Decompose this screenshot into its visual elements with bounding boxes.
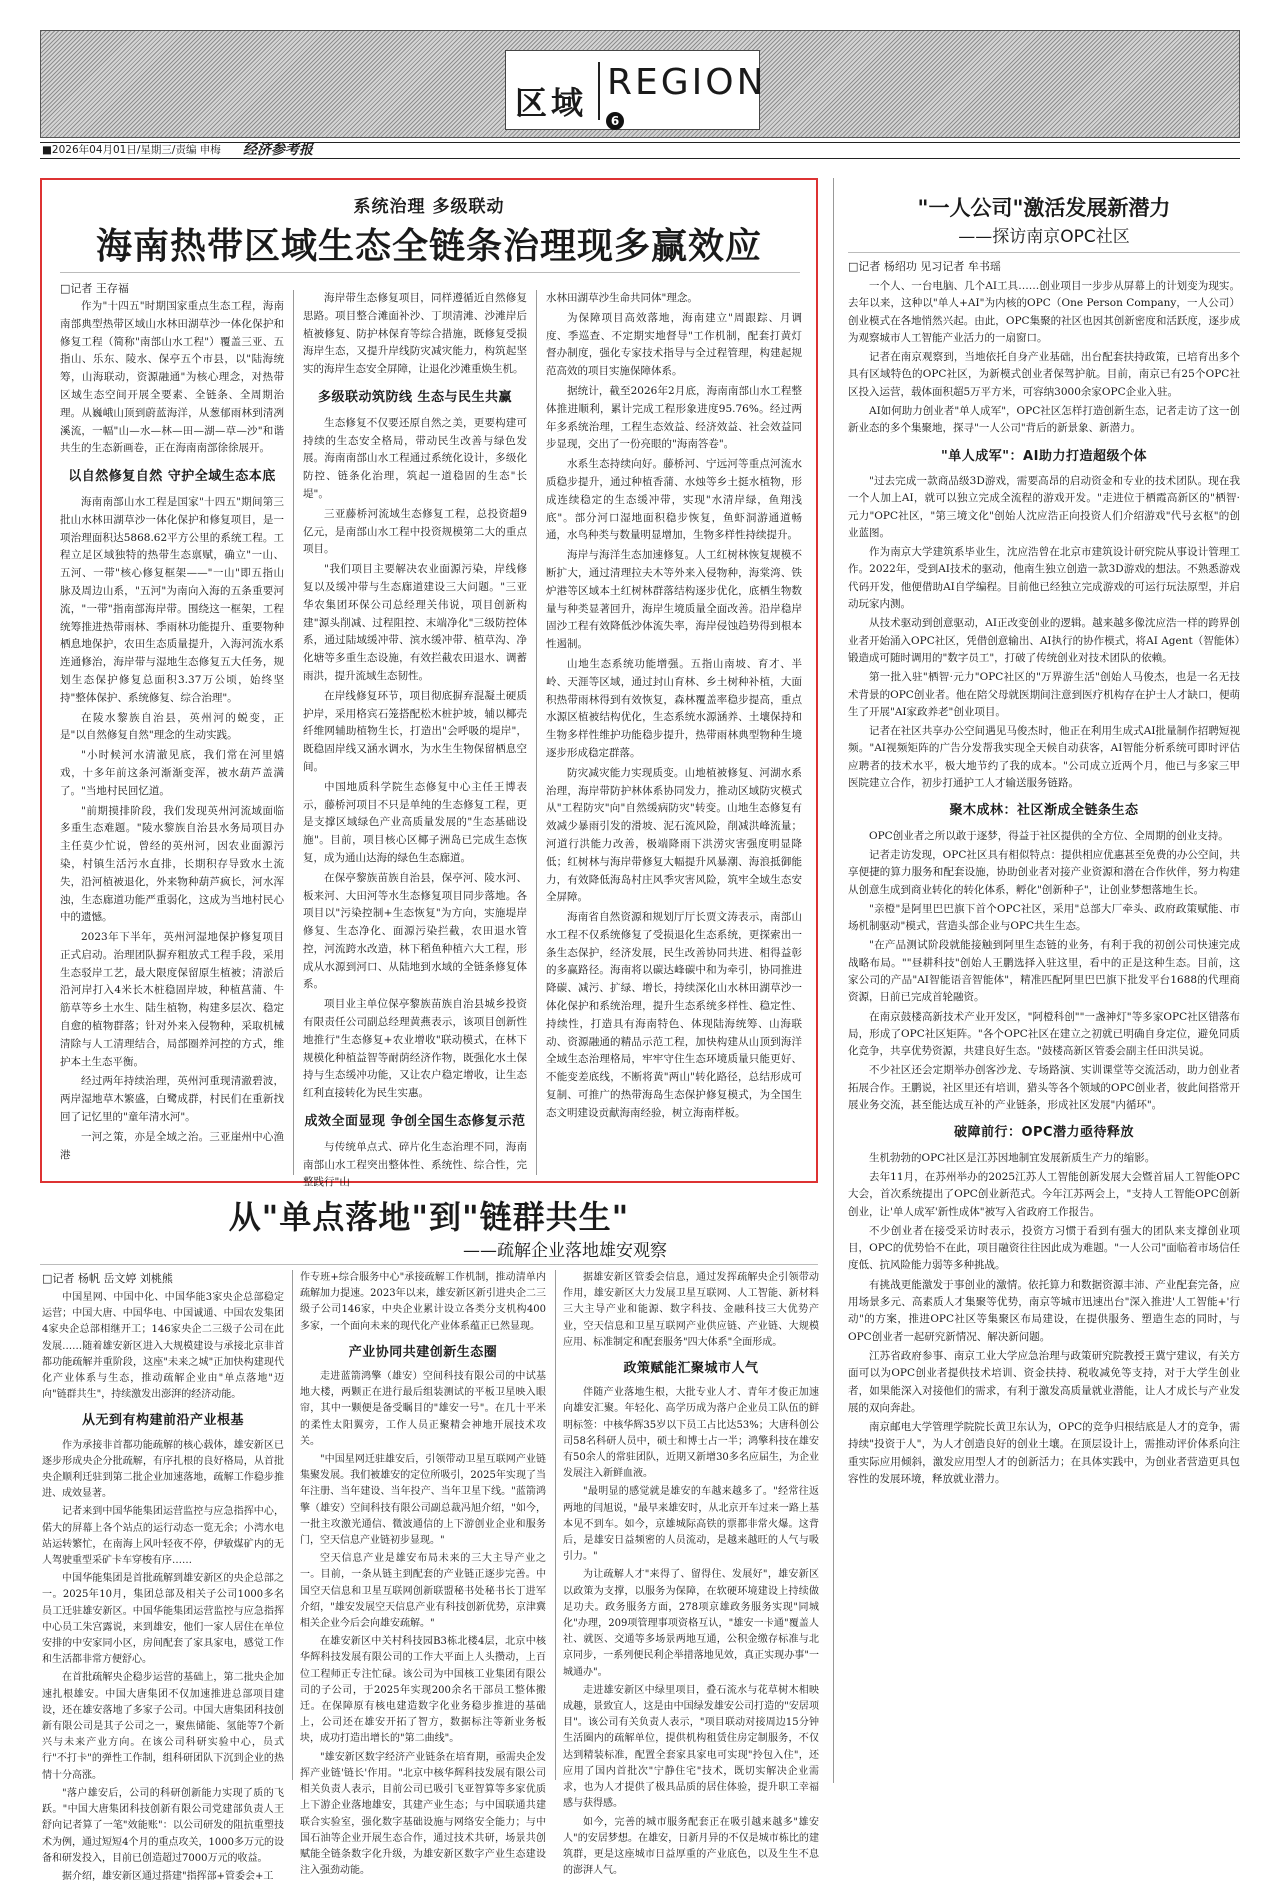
paragraph: 与传统单点式、碎片化生态治理不同，海南南部山水工程突出整体性、系统性、综合性，完整践行"山 [303, 1140, 527, 1189]
paragraph: 江苏省政府参事、南京工业大学应急治理与政策研究院教授王冀宁建议，有关方面可以为OPC创业者提供技术培训、资金扶持、税收减免等支持，对于大学生创业者，如果能深入对接他们的需求，有利于激发高质量就业潜能，让人才成长与产业发展的双向奔赴。 [848, 1349, 1240, 1414]
paragraph: "中国星网迁驻雄安后，引领带动卫星互联网产业链集聚发展。我们被雄安的定位所吸引，2025年实现了当年注册、当年建设、当年投产、当年卫星下线。"蓝箭鸿擎（雄安）空间科技有限公司副总裁冯旭介绍，"如今，一批主攻激光通信、微波通信的上下游创业企业和服务门，空天信息产业链初步显现。" [300, 1454, 546, 1547]
paragraph: 水系生态持续向好。藤桥河、宁远河等重点河流水质稳步提升，通过种植香蒲、水烛等乡土挺水植物，形成连续稳定的生态缓冲带，实现"水清岸绿，鱼翔浅底"。部分河口湿地面积稳步恢复，鱼虾洞游通道畅通，水鸟种类与数量明显增加，生物多样性持续提升。 [546, 458, 802, 542]
bottom-subheadline: ——疏解企业落地雄安观察 [463, 1241, 667, 1261]
paragraph: 有挑战更能激发于事创业的激情。依托算力和数据资源丰沛、产业配套完备，应用场景多元、高素质人才集聚等优势，南京等城市迅速出台"深入推进'人工智能+'行动"的方案，推进OPC社区等集聚区布局建设，在提供服务、塑造生态的同时，与OPC创业者一起研究新情况、解决新问题。 [848, 1278, 1240, 1343]
paragraph: 2023年下半年，英州河湿地保护修复项目正式启动。治理团队摒弃粗放式工程手段，采用生态驳岸工艺，最大限度保留原生植被；清淤后沿河岸打入4米长木桩稳固岸坡，种植菖蒲、牛筋草等乡土水生、陆生植物，构建多层次、稳定自愈的植物群落；针对外来入侵物种，采取机械清除与人工清理结合，局部圈养河控的方式，维护本土生态平衡。 [60, 931, 284, 1068]
paragraph: 据雄安新区管委会信息，通过发挥疏解央企引领带动作用，雄安新区大力发展卫星互联网、人工智能、新材料三大主导产业和能源、数字科技、金融科技三大优势产业，空天信息和卫星互联网产业供应链、产业链、大规模应用、标准制定和配套服务"四大体系"全面形成。 [563, 1272, 819, 1348]
column-divider [292, 1270, 293, 1780]
paragraph: 在南京鼓楼高新技术产业开发区，"阿橙科创""一盏神灯"等多家OPC社区错落布局，形成了OPC社区矩阵。"各个OPC社区在建立之初就已明确自身定位，避免同质化竞争，共享优势资源，共建良好生态。"鼓楼高新区管委会副主任田洪吴说。 [848, 1010, 1240, 1058]
section-divider [598, 62, 600, 120]
page-number: 6 [606, 112, 624, 130]
sidebar-column [848, 278, 1240, 1783]
paragraph: 在首批疏解央企稳步运营的基础上，第二批央企加速扎根雄安。中国大唐集团不仅加速推进总部项目建设，还在雄安落地了多家子公司。中国大唐集团科技创新有限公司是其子公司之一，聚焦储能、氢能等7个新兴与未来产业方向。在该公司科研实验中心，员式行"不打卡"的弹性工作制，组科研团队下沉到企业的热情十分高涨。 [42, 1672, 284, 1781]
paragraph: 水林田湖草沙生命共同体"理念。 [546, 292, 698, 304]
paragraph: "小时候河水清澈见底，我们常在河里嬉戏，十多年前这条河渐渐变浑，被水葫芦盖满了。"当地村民回忆道。 [60, 749, 284, 797]
paragraph: 中国华能集团是首批疏解到雄安新区的央企总部之一。2025年10月，集团总部及相关子公司1000多名员工迁驻雄安新区。中国华能集团运营监控与应急指挥中心员工朱宫露说，来到雄安，他们一家人居住在单位安排的中安家同小区，房间配套了家具家电，感觉工作和生活都非常方便舒心。 [42, 1573, 284, 1666]
bottom-column-3 [563, 1270, 819, 1877]
bottom-byline: □记者 杨帆 岳文婷 刘桃熊 [42, 1272, 173, 1285]
paragraph: 在陵水黎族自治县，英州河的蜕变，正是"以自然修复自然"理念的生动实践。 [60, 711, 284, 742]
paragraph: 第一批入驻"栖智·元力"OPC社区的"万界游生活"创始人马俊杰，也是一名无技术背景的OPC创业者。他在陪父母就医期间注意到医疗机构存在护士人才缺口，便萌生了开展"AI家政养老"创业项目。 [848, 671, 1240, 718]
article-column-3 [546, 290, 802, 1178]
paragraph: 项目业主单位保亭黎族苗族自治县城乡投资有限责任公司副总经理黄燕表示，该项目创新性地推行"生态修复+农业增收"联动模式，在林下规模化种植益智等耐荫经济作物，既强化水土保持与生态缓冲功能，又让农户稳定增收，让生态红利直接转化为民生实惠。 [303, 998, 527, 1100]
column-divider [536, 290, 537, 1175]
section-title-cn: 区域 [515, 84, 588, 122]
article-column-2 [303, 290, 527, 1189]
section-heading: 以自然修复自然 守护全域生态本底 [68, 469, 276, 485]
section-heading: "单人成军"：AI助力打造超级个体 [941, 448, 1147, 464]
sidebar-headline: "一人公司"激活发展新潜力 [917, 196, 1171, 220]
paragraph: 中国星网、中国中化、中国华能3家央企总部稳定运营；中国大唐、中国华电、中国诚通、中国农发集团4家央企总部相继开工；146家央企二三级子公司在此发展……随着雄安新区进入大规模建设与承接北京非首都功能疏解并重阶段，这座"未来之城"正加快构建现代化产业体系与生态，推动疏解企业由"单点落地"迈向"链群共生"，持续激发出澎湃的经济动能。 [42, 1292, 284, 1401]
paragraph: 在雄安新区中关村科技园B3栋北楼4层，北京中核华辉科技发展有限公司的工作大平面上人头攒动，上百位工程师正专注忙碌。该公司为中国核工业集团有限公司的子公司，于2025年实现200余名干部员工整体搬迁。在保障原有核电建造数字化业务稳步推进的基础上，公司还在雄安开拓了智方，数据标注等新业务板块，成功打造出增长的"第二曲线"。 [300, 1636, 546, 1745]
paragraph: "亲橙"是阿里巴巴旗下首个OPC社区，采用"总部大厂牵头、政府政策赋能、市场机制驱动"模式，营造头部企业与OPC共生生态。 [848, 902, 1240, 933]
bottom-headline: 从"单点落地"到"链群共生" [228, 1198, 630, 1236]
headline-rule [60, 272, 800, 273]
bottom-column-1 [42, 1290, 284, 1882]
paragraph: 作为承接非首都功能疏解的核心载体，雄安新区已逐步形成央企分批疏解，有序扎根的良好格局，从首批央企顺利迁驻到第二批企业加速落地，疏解工作稳步推进、成效显著。 [42, 1439, 284, 1500]
paragraph: 走进雄安新区中绿里项目，叠石流水与花草树木相映成趣，景致宜人，这是由中国绿发雄安公司打造的"安居项目"。该公司有关负责人表示，"项目联动对接周边15分钟生活圈内的疏解单位，提供机构租赁住房定制服务，不仅达到精装标准，配置全套家具家电可实现"拎包入住"，还应用了国内首批次"宁静住宅"技术，既切实解决企业需求，也为人才提供了极具品质的居住体验，提升职工幸福感与获得感。 [563, 1684, 819, 1810]
paragraph: 南京邮电大学管理学院院长黄卫东认为，OPC的竞争归根结底是人才的竞争，需持续"投资于人"，为人才创造良好的创业土壤。在顶层设计上，需推动评价体系向注重实际应用倾斜，激发应用型人才的创新活力；在具体实践中，为创业者营造更具包容性的发展环境，释放就业潜力。 [848, 1421, 1240, 1485]
paragraph: 一河之策，亦是全域之治。三亚崖州中心渔港 [60, 1130, 284, 1161]
section-heading: 政策赋能汇聚城市人气 [623, 1361, 759, 1377]
paragraph: 为让疏解人才"来得了、留得住、发展好"，雄安新区以政策为支撑，以服务为保障，在软硬环境建设上持续做足功夫。政务服务方面，278项京雄政务服务实现"同城化"办理，209项管理事项资格互认，"雄安一卡通"覆盖人社、就医、交通等多场景两地互通，公积金缴存标准与北京同步，一系列便民利企举措落地见效，真正实现办事"一城通办"。 [563, 1569, 819, 1678]
paragraph: OPC创业者之所以敢于逐梦，得益于社区提供的全方位、全周期的创业支持。 [869, 829, 1229, 842]
column-divider [833, 178, 834, 1783]
paragraph: "落户雄安后，公司的科研创新能力实现了质的飞跃。"中国大唐集团科技创新有限公司党建部负责人王舒向记者算了一笔"效能账"：以公司研发的阻抗重塑技术为例，通过短短4个月的重点攻关，1000多万元的设备和研发投入，目前已创造超过7000万元的收益。 [42, 1787, 284, 1864]
paragraph: "在产品测试阶段就能接触到阿里生态链的业务，有利于我的初创公司快速完成战略布局。""昼耕科技"创始人王鹏选择入驻这里，看中的正是这种生态。目前，这家公司的产品"AI智能语音智能体"，精准匹配阿里巴巴旗下批发平台1688的代理商资源，日前已完成首轮融资。 [848, 939, 1240, 1004]
paragraph: 在保亭黎族苗族自治县，保亭河、陵水河、板来河、大田河等水生态修复项目同步落地。各项目以"污染控制+生态恢复"为方向，实施堤岸修复、生态净化、面源污染拦截，农田退水管控，河流跨水改造，林下稻鱼种植六大工程，形成从水源到河口、从陆地到水域的全链条修复体系。 [303, 871, 527, 991]
paragraph: 海南省自然资源和规划厅厅长贾文涛表示，南部山水工程不仅系统修复了受损退化生态系统，更探索出一条生态保护，经济发展，民生改善协同共进、相得益彰的多赢路径。海南将以碳达峰碳中和为牵引，协同推进降碳、减污、扩绿、增长，持续深化山水林田湖草沙一体化保护和系统治理，提升生态系统多样性、稳定性、持续性，打造具有海南特色、体现陆海统筹、山海联动、资源融通的精品示范工程，加快构建从山顶到海洋全域生态治理格局，牢牢守住生态环境质量只能更好、不能变差底线，不断将黄"两山"转化路径，总结形成可复制、可推广的热带海岛生态保护修复模式，为全国生态文明建设贡献海南经验，树立海南样板。 [546, 911, 802, 1119]
paragraph: 记者走访发现，OPC社区具有相似特点：提供相应优惠甚至免费的办公空间，共享便捷的算力服务和配套设施，协助创业者对接产业资源和潜在合作伙伴，努力构建从创意生成到商业转化的转化体系，孵化"创新种子"，让创业梦想落地生长。 [848, 848, 1240, 896]
paragraph: 生态修复不仅要还原自然之美，更要构建可持续的生态安全格局，带动民生改善与绿色发展。海南南部山水工程通过系统化设计，多级化防控、链条化治理，筑起一道稳固的生态"长堤"。 [303, 416, 527, 500]
paragraph: AI如何助力创业者"单人成军"，OPC社区怎样打造创新生态，记者走访了这一创新业态的多个集聚地，探寻"一人公司"背后的新景象、新潜力。 [848, 405, 1240, 435]
paragraph: "最明显的感觉就是雄安的车越来越多了。"经常往返两地的闫旭说，"最早来雄安时，从北京开车过来一路上基本见不到车。如今，京雄城际高铁的票都非常火爆。这背后，是雄安日益频密的人员流动，是越来越旺的人气与吸引力。" [563, 1486, 819, 1563]
headline-rule [848, 252, 1240, 253]
sidebar-byline: □记者 杨绍功 见习记者 牟书瑶 [848, 260, 1001, 273]
paragraph: 据介绍，雄安新区通过搭建"指挥部+管委会+工 [62, 1870, 274, 1882]
section-heading: 聚木成林：社区渐成全链条生态 [949, 803, 1139, 819]
paragraph: 空天信息产业是雄安布局未来的三大主导产业之一。目前，一条从链主到配套的产业链正逐步完善。中国空天信息和卫星互联网创新联盟秘书处秘书长丁进军介绍，"雄安发展空天信息产业有科技创新优势，京津冀相关企业今后会向雄安疏解。" [300, 1553, 546, 1630]
paragraph: "雄安新区数字经济产业链条在培育期，亟需央企发挥产业链'链长'作用。"北京中核华辉科技发展有限公司相关负责人表示，目前公司已吸引飞亚智算等多家优质上下游企业落地雄安，其建产业生态；与中国联通共建联合实验室，强化数字基础设施与网络安全能力；与中国石油等企业开展生态合作，通过技术共研，场景共创赋能全链条数字化升级，为雄安新区数字产业生态建设注入强劲动能。 [300, 1751, 546, 1877]
paragraph: 据统计，截至2026年2月底，海南南部山水工程整体推进顺利，累计完成工程形象进度95.76%。经过两年多系统治理，工程生态效益、经济效益、社会效益同步显现，交出了一份亮眼的"海南答卷"。 [546, 384, 802, 451]
column-divider [555, 1270, 556, 1780]
article-headline: 海南热带区域生态全链条治理现多赢效应 [95, 226, 762, 267]
paper-logo: 经济参考报 [243, 142, 313, 158]
paragraph: 去年11月，在苏州举办的2025江苏人工智能创新发展大会暨首届人工智能OPC大会，首次系统提出了OPC创业新范式。今年江苏两会上，"支持人工智能OPC创新创业，让'单人成军'新性成体"被写入省政府工作报告。 [848, 1170, 1240, 1218]
paragraph: 防灾减灾能力实现质变。山地植被修复、河湖水系治理，海岸带防护林体系协同发力，推动区域防灾模式从"工程防灾"向"自然缓病防灾"转变。山地生态修复有效减少暴雨引发的滑坡、泥石流风险，削减洪峰流量；河道行洪能力改善，极端降雨下洪涝灾害强度明显降低；红树林与海岸带修复大幅提升风暴潮、海浪抵御能力，有效降低海岛村庄风季灾害风险，筑牢全域生态安全屏障。 [546, 766, 802, 904]
paragraph: 山地生态系统功能增强。五指山南坡、育才、半岭、天涯等区域，通过封山育林、乡土树种补植，大面积热带雨林得到有效恢复，森林覆盖率稳步提高，重点水源区植被结构优化，生态系统水源涵养、土壤保持和生物多样性维护功能稳步提升，热带雨林典型物种生境逐步形成稳定群落。 [546, 657, 802, 759]
paragraph: 记者在社区共享办公空间遇见马俊杰时，他正在利用生成式AI批量制作招聘短视频。"AI视频矩阵的广告分发帮我实现全天候自动获客，AI智能分析系统可即时评估应聘者的技术水平，极大地节约了我的成本。"公司成立近两个月，他已与多家三甲医院建立合作，初步打通护工人才输送服务链路。 [848, 725, 1240, 790]
dateline: ■2026年04月01日/星期三/责编 申梅 [42, 144, 221, 156]
paragraph: 不少社区还会定期举办创客沙龙、专场路演、实训课堂等交流活动，助力创业者拓展合作。王鹏说，社区里还有培训，猎头等各个领域的OPC创业者，彼此间搭常开展业务交流，甚至能达成互补的产业链条，形成社区发展"内循环"。 [848, 1064, 1240, 1112]
paragraph: 海南南部山水工程是国家"十四五"期间第三批山水林田湖草沙一体化保护和修复项目，是一项治理面积达5868.62平方公里的系统工程。工程立足区域独特的热带生态禀赋，确立"一山、五河、一带"核心修复框架——"一山"即五指山脉及周边山系，"五河"为南向入海的五条重要河流，"一带"指南部海岸带。围绕这一框架，工程统筹推进热带雨林、季雨林功能提升、重要物种栖息地保护，农田生态质量提升，入海河流水系连通修治，海岸带与湿地生态修复五大任务，规划生态保护修复总面积3.37万公顷，始终坚持"整体保护、系统修复、综合治理"。 [60, 495, 284, 704]
paragraph: "前期摸排阶段，我们发现英州河流域面临多重生态难题。"陵水黎族自治县水务局项目办主任莫少忙说，曾经的英州河，因农业面源污染，村镇生活污水直排，长期积存导致水土流失，沿河植被退化，外来物种葫芦疯长，河水浑浊，生态廊道功能严重弱化，这成为当地村民心中的遗憾。 [60, 804, 284, 924]
paragraph: 从技术驱动到创意驱动，AI正改变创业的逻辑。越来越多像沈应浩一样的跨界创业者开始涌入OPC社区，凭借创意输出、AI执行的协作模式，将AI Agent（智能体）锻造成可随时调用的"数字员工"，打破了传统创业对技术团队的依赖。 [848, 617, 1240, 664]
article-kicker: 系统治理 多级联动 [353, 197, 505, 217]
article-byline: □记者 王存福 [60, 282, 129, 295]
paragraph: 海岸与海洋生态加速修复。人工红树林恢复规模不断扩大，通过清理拉夫木等外来入侵物种，海棠湾、铁炉港等区域本土红树林群落结构逐步优化，底栖生物数量与种类显著回升，海岸生境质量全面改善。沿岸稳岸固沙工程有效降低沙体流失率，海岸侵蚀趋势得到根本性遏制。 [546, 549, 802, 651]
paragraph: 不少创业者在接受采访时表示，投资方习惯于看到有强大的团队来支撑创业项目，OPC的优势恰不在此，项目融资往往因此成为难题。"一人公司"面临着市场信任度低、抗风险能力弱等多种挑战。 [848, 1224, 1240, 1272]
section-heading: 多级联动筑防线 生态与民生共赢 [317, 389, 513, 405]
paragraph: 一个人、一台电脑、几个AI工具……创业项目一步步从屏幕上的计划变为现实。去年以来，这种以"单人+AI"为内核的OPC（One Person Company，一人公司）创业模式在各地悄然兴起。由此，OPC集聚的社区也因其创新密度和活跃度，逐步成为观察城市人工智能产业活力的一扇窗口。 [848, 280, 1240, 344]
section-title-en: REGION [607, 62, 767, 103]
paragraph: 记者来到中国华能集团运营监控与应急指挥中心，偌大的屏幕上各个站点的运行动态一览无余；小湾水电站运转繁忙，在南海上风叶轻夜不停，伊敏煤矿内的无人驾驶重型采矿卡车穿梭有序…… [42, 1506, 284, 1567]
paragraph: 生机勃勃的OPC社区是江苏因地制宜发展新质生产力的缩影。 [869, 1151, 1156, 1164]
article-column-1 [60, 298, 284, 1178]
paragraph: 作专班+综合服务中心"承接疏解工作机制，推动清单内疏解加力提速。2023年以来，雄安新区新引进央企二三级子公司146家，中央企业累计设立各类分支机构400多家，一个面向未来的现代化产业体系蕴正已然显现。 [300, 1272, 546, 1332]
paragraph: 如今，完善的城市服务配套正在吸引越来越多"雄安人"的安居梦想。在雄安，日新月异的不仅是城市栋比的建筑群，更是这座城市日益厚重的产业底色，以及生生不息的澎湃人气。 [563, 1816, 819, 1877]
paragraph: 伴随产业落地生根，大批专业人才、青年才俊正加速向雄安汇聚。年轻化、高学历成为落户企业员工队伍的鲜明标签：中核华辉35岁以下员工占比达53%；大唐科创公司58名科研人员中，硕士和博士占一半；鸿擎科技在雄安有50余人的常驻团队，近期又新增30多名应届生，为企业发展注入新鲜血液。 [563, 1387, 819, 1480]
bottom-column-2 [300, 1270, 546, 1877]
sidebar-subheadline: ——探访南京OPC社区 [958, 227, 1130, 247]
paragraph: 作为南京大学建筑系毕业生，沈应浩曾在北京市建筑设计研究院从事设计管理工作。2022年，受到AI技术的驱动，他南生独立创造一款3D游戏的想法。不熟悉游戏代码开发，他便借助AI自学编程。目前他已经独立完成游戏的可运行玩法原型，并启动玩家内测。 [848, 546, 1240, 611]
headline-rule [40, 1264, 818, 1265]
paragraph: 在岸线修复环节，项目彻底摒弃混凝土硬质护岸，采用格宾石笼搭配松木桩护坡，辅以椰壳纤维网辅助植物生长，打造出"会呼吸的堤岸"，既稳固岸线又涵水调水，为水生生物保留栖息空间。 [303, 689, 527, 773]
section-heading: 从无到有构建前沿产业根基 [81, 1413, 244, 1429]
column-divider [293, 290, 294, 1175]
section-heading: 产业协同共建创新生态圈 [348, 1344, 498, 1360]
section-heading: 破障前行：OPC潜力亟待释放 [953, 1125, 1135, 1141]
paragraph: "过去完成一款商品级3D游戏，需要高昂的启动资金和专业的技术团队。现在我一个人加上AI，就可以独立完成全流程的游戏开发。"走进位于栖霞高新区的"栖智·元力"OPC社区，"第三境文化"创始人沈应浩正向投资人们介绍游戏"代号玄枢"的创业蓝图。 [848, 474, 1240, 539]
paragraph: 中国地质科学院生态修复中心主任王博表示，藤桥河项目不只是单纯的生态修复工程，更是支撑区域绿色产业高质量发展的"生态基础设施"。目前，项目核心区椰子洲岛已完成生态恢复，成为通山达海的绿色生态廊道。 [303, 780, 527, 864]
paragraph: 为保障项目高效落地，海南建立"周跟踪、月调度、季巡查、不定期实地督导"工作机制，配套打黄灯督办制度，强化专家技术指导与全过程管理，构建起规范高效的项目实施保障体系。 [546, 311, 802, 378]
paragraph: 海岸带生态修复项目，同样遵循近自然修复思路。项目整合滩面补沙、丁坝清滩、沙滩岸后植被修复、防护林保育等综合措施，既修复受损海岸生态，又提升岸线防灾减灾能力，构筑起坚实的海岸生态安全屏障，让退化沙滩重焕生机。 [303, 292, 527, 376]
paragraph: 作为"十四五"时期国家重点生态工程，海南南部典型热带区域山水林田湖草沙一体化保护和修复工程（简称"南部山水工程"）覆盖三亚、五指山、乐东、陵水、保亭五个市县，以"陆海统筹，山海联动，资源融通"为核心理念，对热带区域生态空间开展全要素、全链条、全周期治理。从巍峨山顶到蔚蓝海洋，从葱郁雨林到清冽溪流，一幅"山—水—林—田—湖—草—沙"和谐共生的生态新画卷，正在海南南部徐徐展开。 [60, 300, 284, 455]
paragraph: "我们项目主要解决农业面源污染，岸线修复以及缓冲带与生态廊道建设三大问题。"三亚华农集团环保公司总经理关伟说，项目创新构建"源头削减、过程阻控、末端净化"三级防控体系，通过陆域缓冲带、滨水缓冲带、植草沟、净化塘等多重生态设施，有效拦截农田退水、调蓄雨洪，提升流域生态韧性。 [303, 563, 527, 682]
paragraph: 经过两年持续治理，英州河重现清澈碧波，两岸湿地草木繁盛，白鹭成群，村民们在重新找回了记忆里的"童年清水河"。 [60, 1075, 284, 1124]
paragraph: 记者在南京观察到，当地依托自身产业基础，出台配套扶持政策，已培育出多个具有区域特色的OPC社区，为新模式创业者保驾护航。目前，南京已有25个OPC社区投入运营，载体面积超5万平方米，可容纳3000余家OPC企业入驻。 [848, 351, 1240, 398]
section-heading: 成效全面显现 争创全国生态修复示范 [304, 1114, 526, 1130]
paragraph: 三亚藤桥河流域生态修复工程，总投资超9亿元，是南部山水工程中投资规模第二大的重点项目。 [303, 507, 527, 556]
paragraph: 走进蓝箭鸿擎（雄安）空间科技有限公司的中试基地大楼，两颗正在进行最后组装测试的平板卫星映入眼帘，其中一颗便是备受瞩目的"雄安一号"。在几十平米的柔性太阳翼旁，工作人员正聚精会神地开展技术攻关。 [300, 1371, 546, 1447]
